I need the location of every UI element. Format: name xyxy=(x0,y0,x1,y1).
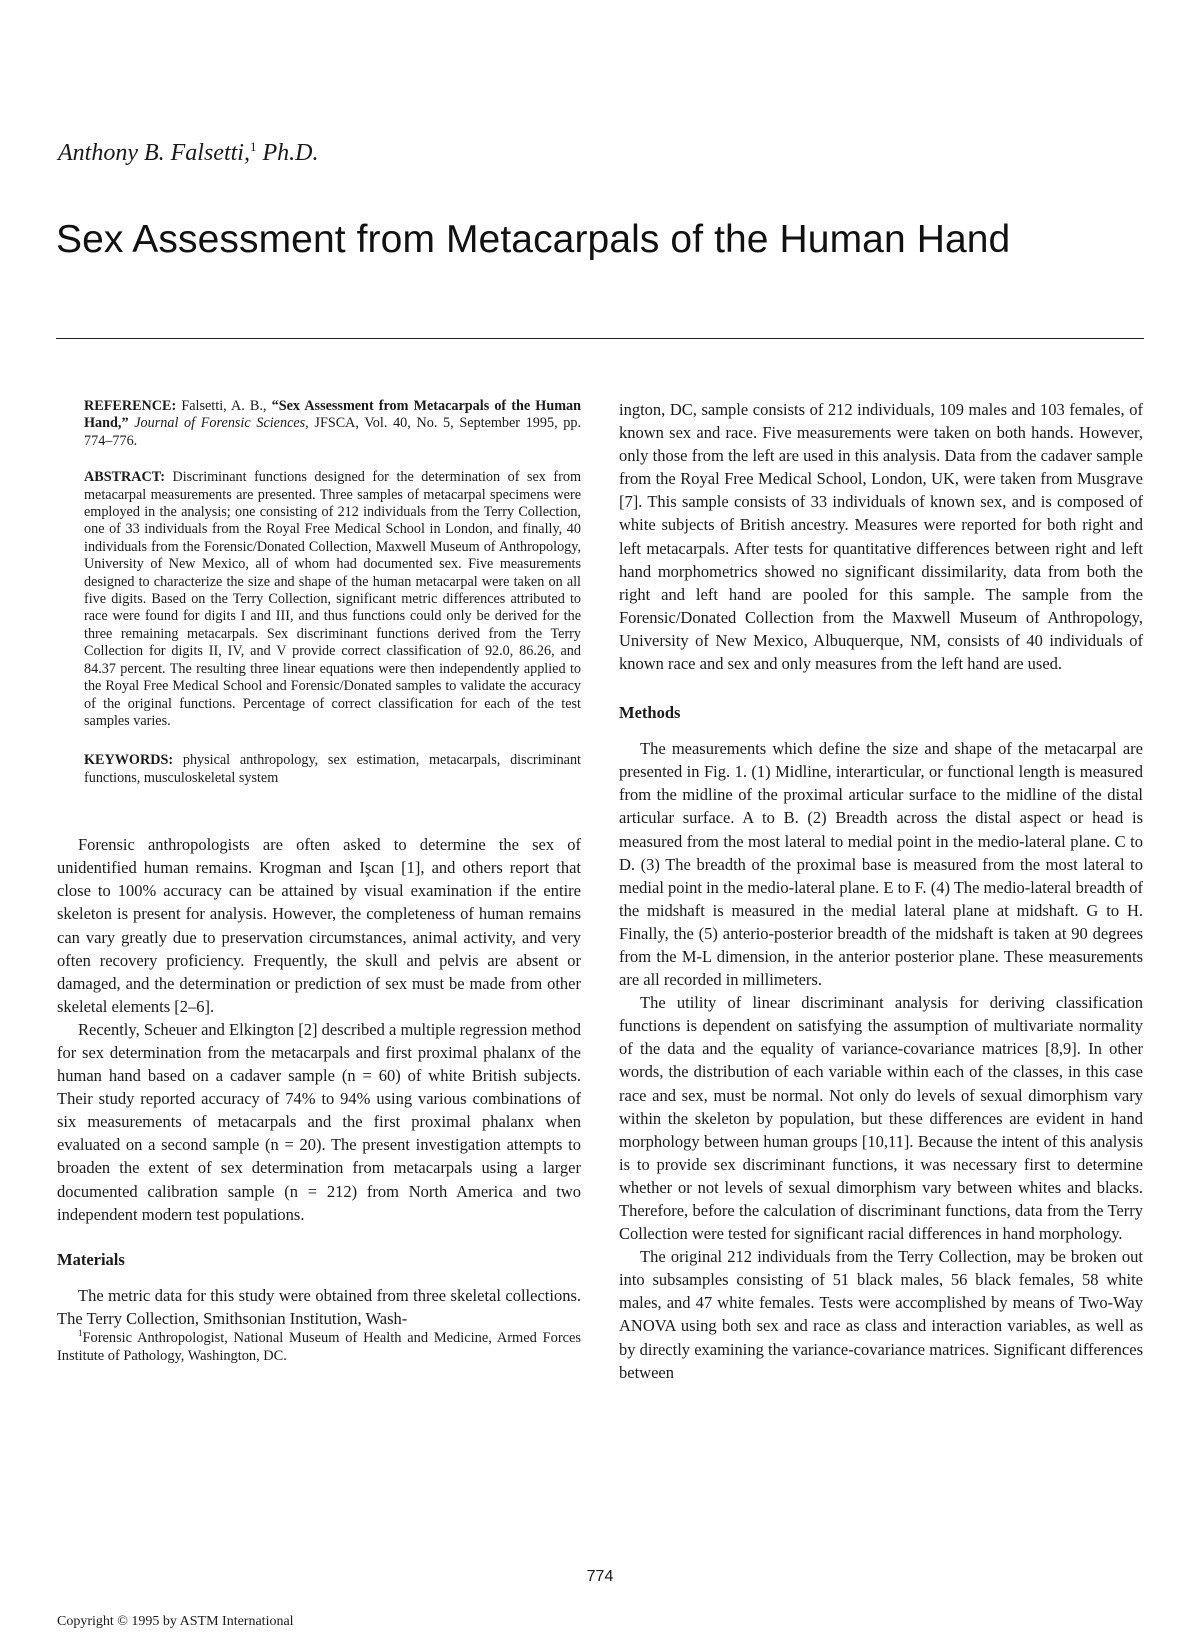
materials-continued xyxy=(619,398,1143,675)
intro-paragraph-1: Forensic anthropologists are often asked to determine the sex of unidentified human remains. Krogman and Işcan [1], and others report that close to 100% accuracy can be attained by visual examination if the entire skeleton is present for analysis. However, the completeness of human remains can vary greatly due to preservation circumstances, animal activity, and very often recovery proficiency. Frequently, the skull and pelvis are absent or damaged, and the determination or prediction of sex must be made from other skeletal elements [2–6]. xyxy=(57,835,581,1016)
right-column xyxy=(619,398,1143,1384)
intro-paragraph-2: Recently, Scheuer and Elkington [2] described a multiple regression method for sex determination from the metacarpals and first proximal phalanx of the human hand based on a cadaver sample (n = 60) of white British subjects. Their study reported accuracy of 74% to 94% using various combinations of six measurements of metacarpals and the first proximal phalanx when evaluated on a second sample (n = 20). The present investigation attempts to broaden the extent of sex determination from metacarpals using a larger documented calibration sample (n = 212) from North America and two independent modern test populations. xyxy=(57,1019,581,1224)
front-matter xyxy=(57,398,581,787)
title-divider xyxy=(56,338,1144,339)
introduction xyxy=(57,833,581,1226)
author-footnote xyxy=(57,1330,581,1366)
reference-paragraph xyxy=(84,398,581,450)
author-degree: Ph.D. xyxy=(262,140,319,166)
methods-paragraph-1: The measurements which define the size and shape of the metacarpal are presented in Fig. 1. (1) Midline, interarticular, or functional length is measured from the midline of the proximal articular surface to the midline of the distal articular surface. A to B. (2) Breadth across the distal aspect or head is measured from the most lateral to medial point in the medio-lateral plane. C to D. (3) The breadth of the proximal base is measured from the most lateral to medial point in the medio-lateral plane. E to F. (4) The medio-lateral breadth of the midshaft is measured in the medial lateral plane at midshaft. G to H. Finally, the (5) anterio-posterior breadth of the midshaft is taken at 90 degrees from the M-L dimension, in the anterior posterior plane. These measurements are all recorded in millimeters. xyxy=(619,739,1143,990)
reference-citation: JFSCA, Vol. 40, No. 5, September 1995, pp. 774–776. xyxy=(84,415,582,449)
page-number: 774 xyxy=(586,1568,614,1585)
methods-section xyxy=(619,737,1143,1384)
left-column xyxy=(57,398,581,1366)
methods-heading: Methods xyxy=(619,703,681,723)
keywords-label: KEYWORDS: xyxy=(84,752,174,769)
reference-article-title: “Sex Assessment from Metacarpals of the Human Hand,” xyxy=(84,398,582,432)
footnote-mark: 1 xyxy=(78,1328,83,1339)
abstract-paragraph xyxy=(84,469,581,730)
author-line xyxy=(58,140,318,167)
materials-paragraph-continued: ington, DC, sample consists of 212 individuals, 109 males and 103 females, of known sex and race. Five measurements were taken on both hands. However, only those from the left are used in this analysis. Data from the cadaver sample from the Royal Free Medical School, London, UK, were taken from Musgrave [7]. This sample consists of 33 individuals of known sex, and is composed of white subjects of British ancestry. Measures were reported for both right and left metacarpals. After tests for quantitative differences between right and left hand morphometrics showed no significant dissimilarity, data from both the right and left hand are pooled for this sample. The sample from the Forensic/Donated Collection from the Maxwell Museum of Anthropology, University of New Mexico, Albuquerque, NM, consists of 40 individuals of known race and sex and only measures from the left hand are used. xyxy=(619,400,1143,674)
reference-authors: Falsetti, A. B., xyxy=(181,398,267,414)
methods-paragraph-2: The utility of linear discriminant analysis for deriving classification functions is dependent on satisfying the assumption of multivariate normality of the data and the equality of variance-covariance matrices [8,9]. In other words, the distribution of each variable within each of the classes, in this case race and sex, must be normal. Not only do levels of sexual dimorphism vary within the skeleton by population, but these differences are evident in hand morphology between human groups [10,11]. Because the intent of this analysis is to provide sex discriminant functions, it was necessary first to determine whether or not levels of sexual dimorphism vary between whites and blacks. Therefore, before the calculation of discriminant functions, data from the Terry Collection were tested for significant racial differences in hand morphology. xyxy=(619,993,1143,1244)
methods-paragraph-3: The original 212 individuals from the Terry Collection, may be broken out into subsamples consisting of 51 black males, 56 black females, 58 white males, and 47 white females. Tests were accomplished by means of Two-Way ANOVA using both sex and race as class and interaction variables, as well as by directly examining the variance-covariance matrices. Significant differences between xyxy=(619,1247,1143,1382)
abstract-label: ABSTRACT: xyxy=(84,469,165,486)
materials-paragraph-1: The metric data for this study were obtained from three skeletal collections. The Terry Collection, Smithsonian Institution, Wash- xyxy=(57,1285,581,1328)
reference-label: REFERENCE: xyxy=(84,398,177,414)
author-footnote-mark: 1 xyxy=(249,139,257,154)
reference-journal: Journal of Forensic Sciences, xyxy=(134,415,309,432)
author-name: Anthony B. Falsetti, xyxy=(58,140,250,166)
keywords-text: physical anthropology, sex estimation, metacarpals, discriminant functions, musculoskeletal system xyxy=(84,752,581,786)
materials-heading: Materials xyxy=(57,1249,125,1269)
copyright-notice: Copyright © 1995 by ASTM International xyxy=(57,1614,294,1629)
abstract-text: Discriminant functions designed for the determination of sex from metacarpal measurements are presented. Three samples of metacarpal specimens were employed in the analysis; one consisting of 212 individuals from the Terry Collection, one of 33 individuals from the Royal Free Medical School in London, and finally, 40 individuals from the Forensic/Donated Collection, Maxwell Museum of Anthropology, University of New Mexico, all of whom had documented sex. Five measurements designed to characterize the size and shape of the human metacarpal were taken on all five digits. Based on the Terry Collection, significant metric differences attributed to race were found for digits I and III, and thus functions could only be derived for the three remaining metacarpals. Sex discriminant functions derived from the Terry Collection for digits II, IV, and V provide correct classification of 92.0, 86.26, and 84.37 percent. The resulting three linear equations were then independently applied to the Royal Free Medical School and Forensic/Donated samples to validate the accuracy of the original functions. Percentage of correct classification for each of the test samples varies. xyxy=(84,469,581,729)
article-title: Sex Assessment from Metacarpals of the Human Hand xyxy=(56,218,1011,261)
footnote-text: Forensic Anthropologist, National Museum of Health and Medicine, Armed Forces Institute of Pathology, Washington, DC. xyxy=(57,1329,581,1364)
materials-section xyxy=(57,1284,581,1366)
keywords-paragraph xyxy=(84,752,581,787)
